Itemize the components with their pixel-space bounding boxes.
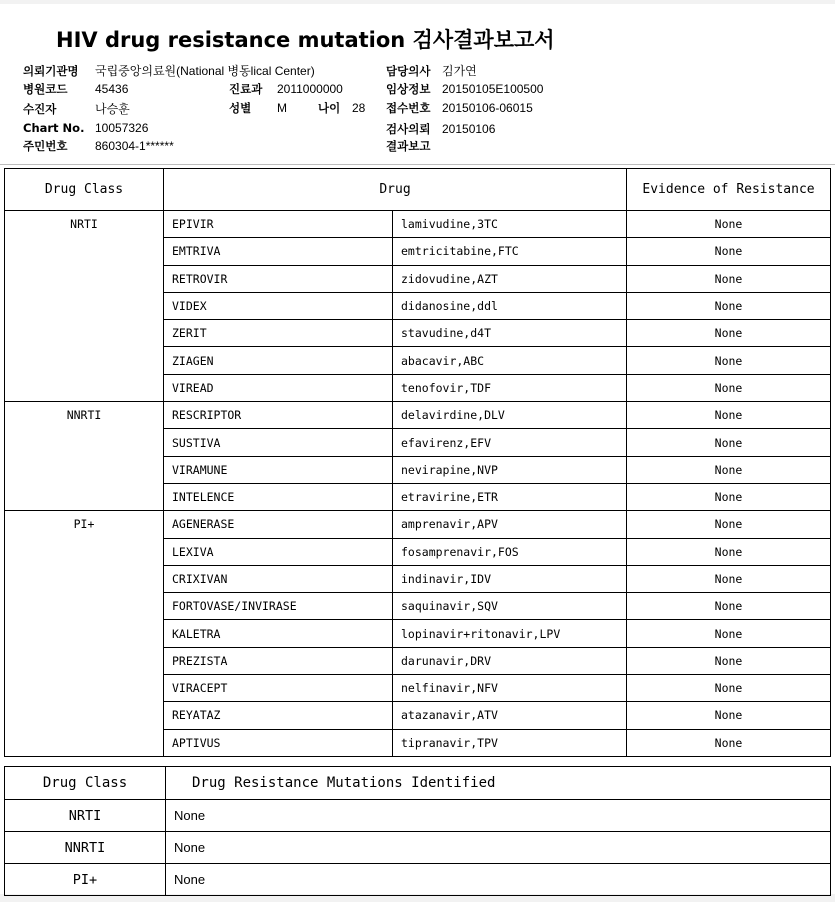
- mutation-class-cell: NRTI: [5, 800, 166, 832]
- generic-name-cell: nevirapine,NVP: [393, 456, 627, 483]
- mutation-class-cell: NNRTI: [5, 832, 166, 864]
- generic-name-cell: emtricitabine,FTC: [393, 238, 627, 265]
- brand-name-cell: VIRAMUNE: [164, 456, 393, 483]
- evidence-cell: None: [627, 593, 831, 620]
- drug-class-cell: NRTI: [5, 211, 164, 402]
- evidence-cell: None: [627, 374, 831, 401]
- generic-name-cell: nelfinavir,NFV: [393, 675, 627, 702]
- header-evidence: Evidence of Resistance: [627, 169, 831, 211]
- info-hospital: 의뢰기관명 국립중앙의료원(National 병동lical Center): [23, 64, 315, 78]
- evidence-cell: None: [627, 347, 831, 374]
- info-code: 병원코드 45436: [23, 82, 129, 96]
- brand-name-cell: VIDEX: [164, 292, 393, 319]
- evidence-cell: None: [627, 538, 831, 565]
- table-row: [5, 800, 831, 832]
- info-clinical: 임상정보 20150105E100500: [386, 82, 544, 96]
- evidence-cell: None: [627, 565, 831, 592]
- generic-name-cell: zidovudine,AZT: [393, 265, 627, 292]
- report-title: HIV drug resistance mutation 검사결과보고서: [56, 28, 555, 52]
- table-header-row: [5, 169, 831, 211]
- evidence-cell: None: [627, 320, 831, 347]
- info-age: 나이 28: [318, 101, 366, 115]
- brand-name-cell: ZERIT: [164, 320, 393, 347]
- mutation-header-class: Drug Class: [5, 767, 166, 800]
- mutation-header-mutations: Drug Resistance Mutations Identified: [166, 767, 831, 800]
- mutation-header-row: [5, 767, 831, 800]
- generic-name-cell: tenofovir,TDF: [393, 374, 627, 401]
- generic-name-cell: lopinavir+ritonavir,LPV: [393, 620, 627, 647]
- info-patient: 수진자 나승훈: [23, 102, 130, 116]
- generic-name-cell: abacavir,ABC: [393, 347, 627, 374]
- drug-class-cell: PI+: [5, 511, 164, 757]
- info-report: 결과보고: [386, 139, 431, 153]
- table-row: [5, 864, 831, 896]
- table-row: [5, 511, 831, 538]
- brand-name-cell: VIRACEPT: [164, 675, 393, 702]
- brand-name-cell: RETROVIR: [164, 265, 393, 292]
- evidence-cell: None: [627, 429, 831, 456]
- brand-name-cell: REYATAZ: [164, 702, 393, 729]
- mutation-value-cell: None: [166, 800, 831, 832]
- brand-name-cell: APTIVUS: [164, 729, 393, 756]
- header-drug: Drug: [164, 169, 627, 211]
- generic-name-cell: atazanavir,ATV: [393, 702, 627, 729]
- table-row: [5, 402, 831, 429]
- brand-name-cell: EPIVIR: [164, 211, 393, 238]
- generic-name-cell: stavudine,d4T: [393, 320, 627, 347]
- mutation-class-cell: PI+: [5, 864, 166, 896]
- evidence-cell: None: [627, 238, 831, 265]
- table-row: [5, 832, 831, 864]
- info-id: 주민번호 860304-1******: [23, 139, 174, 153]
- brand-name-cell: INTELENCE: [164, 483, 393, 510]
- generic-name-cell: lamivudine,3TC: [393, 211, 627, 238]
- evidence-cell: None: [627, 702, 831, 729]
- mutation-value-cell: None: [166, 864, 831, 896]
- info-doctor: 담당의사 김가연: [386, 64, 477, 78]
- evidence-cell: None: [627, 675, 831, 702]
- evidence-cell: None: [627, 402, 831, 429]
- evidence-cell: None: [627, 483, 831, 510]
- generic-name-cell: tipranavir,TPV: [393, 729, 627, 756]
- evidence-cell: None: [627, 511, 831, 538]
- brand-name-cell: PREZISTA: [164, 647, 393, 674]
- generic-name-cell: darunavir,DRV: [393, 647, 627, 674]
- table-row: [5, 211, 831, 238]
- generic-name-cell: amprenavir,APV: [393, 511, 627, 538]
- generic-name-cell: etravirine,ETR: [393, 483, 627, 510]
- brand-name-cell: EMTRIVA: [164, 238, 393, 265]
- evidence-cell: None: [627, 211, 831, 238]
- drug-class-cell: NNRTI: [5, 402, 164, 511]
- drug-resistance-table: [4, 168, 831, 757]
- info-request: 검사의뢰 20150106: [386, 122, 496, 136]
- header-drug-class: Drug Class: [5, 169, 164, 211]
- info-sex: 성별 M: [229, 101, 287, 115]
- evidence-cell: None: [627, 729, 831, 756]
- evidence-cell: None: [627, 456, 831, 483]
- generic-name-cell: didanosine,ddl: [393, 292, 627, 319]
- brand-name-cell: SUSTIVA: [164, 429, 393, 456]
- generic-name-cell: efavirenz,EFV: [393, 429, 627, 456]
- drug-table-body: [5, 211, 831, 757]
- brand-name-cell: LEXIVA: [164, 538, 393, 565]
- brand-name-cell: VIREAD: [164, 374, 393, 401]
- mutation-table: [4, 766, 831, 896]
- generic-name-cell: indinavir,IDV: [393, 565, 627, 592]
- brand-name-cell: ZIAGEN: [164, 347, 393, 374]
- evidence-cell: None: [627, 265, 831, 292]
- generic-name-cell: fosamprenavir,FOS: [393, 538, 627, 565]
- brand-name-cell: KALETRA: [164, 620, 393, 647]
- evidence-cell: None: [627, 292, 831, 319]
- brand-name-cell: CRIXIVAN: [164, 565, 393, 592]
- generic-name-cell: saquinavir,SQV: [393, 593, 627, 620]
- header-divider: [0, 164, 835, 165]
- generic-name-cell: delavirdine,DLV: [393, 402, 627, 429]
- brand-name-cell: RESCRIPTOR: [164, 402, 393, 429]
- brand-name-cell: FORTOVASE/INVIRASE: [164, 593, 393, 620]
- mutation-value-cell: None: [166, 832, 831, 864]
- info-receipt: 접수번호 20150106-06015: [386, 101, 533, 115]
- info-dept: 진료과 2011000000: [229, 82, 343, 96]
- evidence-cell: None: [627, 620, 831, 647]
- evidence-cell: None: [627, 647, 831, 674]
- brand-name-cell: AGENERASE: [164, 511, 393, 538]
- info-chart: Chart No. 10057326: [23, 121, 149, 135]
